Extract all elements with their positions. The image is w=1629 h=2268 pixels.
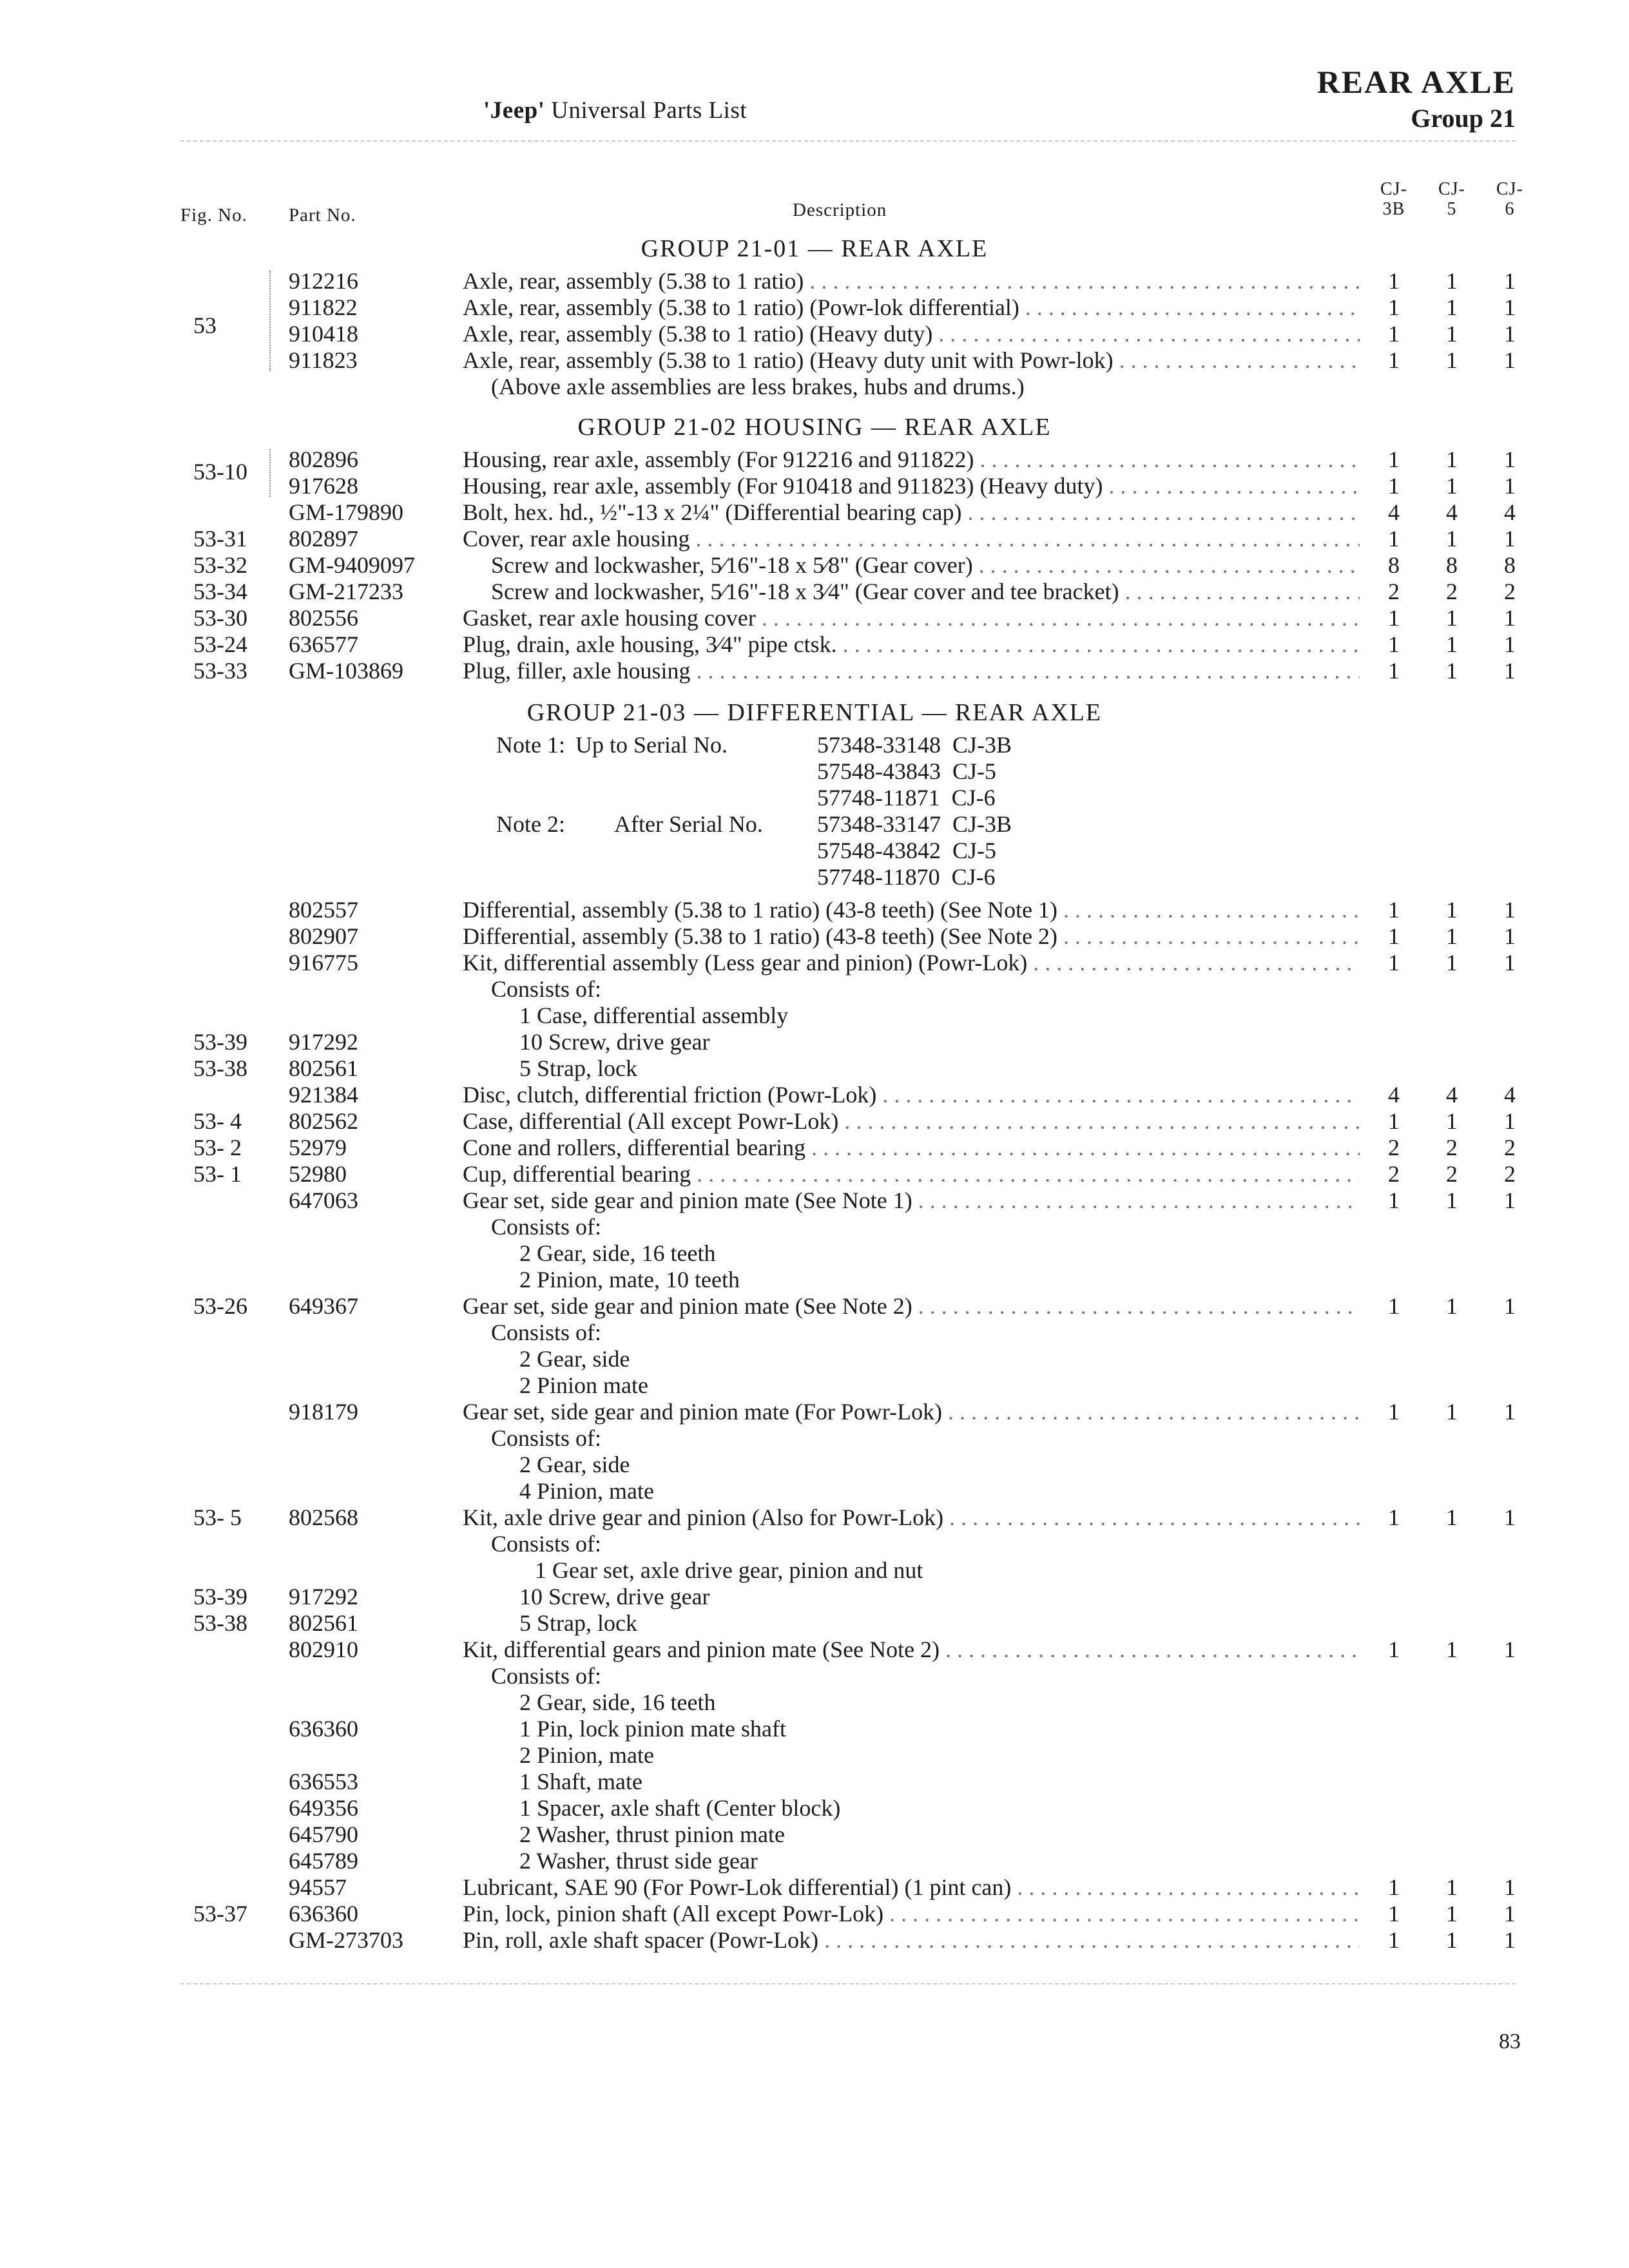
quantity-cj5: 1 — [1446, 1504, 1458, 1530]
table-row — [0, 1372, 1629, 1399]
table-row — [0, 1161, 1629, 1187]
quantity-cj6: 4 — [1504, 1082, 1516, 1108]
table-row — [0, 658, 1629, 684]
fig-number: 53-39 — [193, 1029, 247, 1055]
part-description: Axle, rear, assembly (5.38 to 1 ratio) . . . — [463, 268, 1360, 294]
note-row — [0, 811, 1629, 838]
quantity-cj6: 1 — [1504, 950, 1516, 975]
part-number: 802896 — [289, 447, 358, 472]
part-description: Pin, roll, axle shaft spacer (Powr-Lok) . . . — [463, 1927, 1360, 1954]
part-description: 2 Gear, side, 16 teeth — [519, 1240, 716, 1266]
part-description: Screw and lockwasher, 5⁄16"-18 x 3⁄4" (Gear cover and tee bracket) . . . — [463, 579, 1360, 605]
quantity-cj3b: 1 — [1388, 1108, 1400, 1134]
row-bracket — [269, 271, 271, 371]
part-description: 2 Pinion, mate, 10 teeth — [519, 1267, 740, 1293]
quantity-cj6: 1 — [1504, 605, 1516, 631]
quantity-cj6: 1 — [1504, 923, 1516, 949]
part-description: Kit, axle drive gear and pinion (Also for Powr-Lok) . . . — [463, 1504, 1360, 1531]
part-description: (Above axle assemblies are less brakes, hubs and drums.) — [491, 374, 1025, 399]
part-description: Lubricant, SAE 90 (For Powr-Lok differential) (1 pint can) . . . — [463, 1874, 1360, 1901]
part-description: 2 Gear, side — [519, 1346, 630, 1372]
table-row — [0, 631, 1629, 658]
table-row — [0, 1187, 1629, 1214]
table-row — [0, 1003, 1629, 1029]
table-row — [0, 526, 1629, 552]
part-description: Differential, assembly (5.38 to 1 ratio) (43-8 teeth) (See Note 2) . . . — [463, 923, 1360, 950]
part-number: 917292 — [289, 1584, 358, 1610]
table-row — [0, 1320, 1629, 1346]
quantity-cj5: 1 — [1446, 897, 1458, 923]
part-description: 5 Strap, lock — [519, 1610, 637, 1636]
part-description: Differential, assembly (5.38 to 1 ratio) (43-8 teeth) (See Note 1) . . . — [463, 897, 1360, 923]
table-row — [0, 1874, 1629, 1901]
table-row — [0, 1055, 1629, 1082]
model-column-header-cj5: CJ- 5 — [1438, 179, 1465, 219]
part-column-header: Part No. — [289, 205, 356, 226]
part-description: Cone and rollers, differential bearing . . . — [463, 1135, 1360, 1161]
note-row — [0, 758, 1629, 785]
part-description: Gear set, side gear and pinion mate (See Note 2) . . . — [463, 1293, 1360, 1320]
part-number: GM-9409097 — [289, 552, 415, 578]
quantity-cj6: 1 — [1504, 1187, 1516, 1213]
part-number: 912216 — [289, 268, 358, 294]
quantity-cj5: 1 — [1446, 294, 1458, 320]
table-row — [0, 1742, 1629, 1769]
quantity-cj6: 1 — [1504, 473, 1516, 499]
quantity-cj3b: 1 — [1388, 447, 1400, 472]
part-number: 645790 — [289, 1821, 358, 1847]
group-title: GROUP 21-01 — REAR AXLE — [641, 235, 988, 262]
part-number: 802897 — [289, 526, 358, 552]
quantity-cj3b: 2 — [1388, 1135, 1400, 1160]
quantity-cj6: 1 — [1504, 1504, 1516, 1530]
quantity-cj3b: 1 — [1388, 321, 1400, 347]
note-serial: 57348-33147 CJ-3B — [817, 811, 1012, 837]
table-row — [0, 1927, 1629, 1954]
table-row — [0, 1108, 1629, 1135]
note-row — [0, 864, 1629, 890]
quantity-cj3b: 1 — [1388, 526, 1400, 552]
quantity-cj3b: 1 — [1388, 294, 1400, 320]
table-row — [0, 1848, 1629, 1874]
part-number: 802907 — [289, 923, 358, 949]
note-serial: 57748-11870 CJ-6 — [817, 864, 996, 890]
fig-number: 53-38 — [193, 1055, 247, 1081]
part-description: Gasket, rear axle housing cover . . . — [463, 605, 1360, 631]
part-description: Kit, differential gears and pinion mate (See Note 2) . . . — [463, 1637, 1360, 1663]
quantity-cj6: 2 — [1504, 1161, 1516, 1187]
quantity-cj3b: 1 — [1388, 605, 1400, 631]
fig-number: 53-33 — [193, 658, 247, 684]
part-description: Disc, clutch, differential friction (Powr-Lok) . . . — [463, 1082, 1360, 1108]
quantity-cj6: 2 — [1504, 579, 1516, 604]
quantity-cj3b: 1 — [1388, 897, 1400, 923]
quantity-cj5: 1 — [1446, 605, 1458, 631]
part-description: Axle, rear, assembly (5.38 to 1 ratio) (Heavy duty unit with Powr-lok) . . . — [463, 347, 1360, 374]
quantity-cj5: 1 — [1446, 1108, 1458, 1134]
table-row — [0, 923, 1629, 950]
quantity-cj6: 1 — [1504, 658, 1516, 684]
table-row — [0, 1135, 1629, 1161]
part-description: Gear set, side gear and pinion mate (See Note 1) . . . — [463, 1187, 1360, 1214]
part-number: 52980 — [289, 1161, 347, 1187]
part-number: GM-103869 — [289, 658, 403, 684]
note-row — [0, 838, 1629, 864]
part-number: 802562 — [289, 1108, 358, 1134]
quantity-cj5: 1 — [1446, 1399, 1458, 1425]
quantity-cj6: 4 — [1504, 499, 1516, 525]
part-description: Bolt, hex. hd., ½"-13 x 2¼" (Differential bearing cap) . . . — [463, 499, 1360, 526]
part-description: 1 Gear set, axle drive gear, pinion and nut — [535, 1557, 923, 1583]
quantity-cj3b: 1 — [1388, 268, 1400, 294]
part-description: Consists of: — [491, 1531, 602, 1557]
part-description: Case, differential (All except Powr-Lok) . . . — [463, 1108, 1360, 1135]
quantity-cj6: 1 — [1504, 1927, 1516, 1953]
quantity-cj6: 1 — [1504, 321, 1516, 347]
quantity-cj5: 1 — [1446, 658, 1458, 684]
fig-number: 53-34 — [193, 579, 247, 604]
part-description: 10 Screw, drive gear — [519, 1584, 710, 1610]
quantity-cj5: 1 — [1446, 347, 1458, 373]
part-description: 10 Screw, drive gear — [519, 1029, 710, 1055]
quantity-cj6: 1 — [1504, 294, 1516, 320]
part-description: 1 Spacer, axle shaft (Center block) — [519, 1795, 841, 1821]
table-row — [0, 1901, 1629, 1927]
part-number: 636577 — [289, 631, 358, 657]
table-row — [0, 1663, 1629, 1689]
quantity-cj5: 8 — [1446, 552, 1458, 578]
part-number: 802557 — [289, 897, 358, 923]
part-number: 645789 — [289, 1848, 358, 1874]
quantity-cj3b: 1 — [1388, 1293, 1400, 1319]
part-number: 911822 — [289, 294, 358, 320]
table-row — [0, 499, 1629, 526]
part-description: 2 Gear, side — [519, 1452, 630, 1477]
table-row — [0, 1029, 1629, 1055]
table-row — [0, 1821, 1629, 1848]
document-title — [483, 97, 747, 124]
group-title: GROUP 21-03 — DIFFERENTIAL — REAR AXLE — [526, 699, 1103, 726]
quantity-cj3b: 2 — [1388, 1161, 1400, 1187]
quantity-cj5: 1 — [1446, 473, 1458, 499]
row-bracket — [269, 449, 271, 497]
quantity-cj5: 1 — [1446, 1927, 1458, 1953]
part-description: 4 Pinion, mate — [519, 1478, 654, 1504]
quantity-cj6: 1 — [1504, 1874, 1516, 1900]
quantity-cj5: 1 — [1446, 268, 1458, 294]
table-row — [0, 268, 1629, 294]
group-title: GROUP 21-02 HOUSING — REAR AXLE — [577, 414, 1052, 441]
table-row — [0, 1689, 1629, 1716]
table-row — [0, 1637, 1629, 1663]
model-column-header-cj6: CJ- 6 — [1496, 179, 1523, 219]
fig-number: 53-39 — [193, 1584, 247, 1610]
part-number: 636360 — [289, 1901, 358, 1927]
table-row — [0, 1716, 1629, 1742]
quantity-cj6: 1 — [1504, 526, 1516, 552]
quantity-cj3b: 2 — [1388, 579, 1400, 604]
table-row — [0, 1584, 1629, 1610]
part-description: Housing, rear axle, assembly (For 910418 and 911823) (Heavy duty) . . . — [463, 473, 1360, 499]
part-number: 917292 — [289, 1029, 358, 1055]
quantity-cj5: 1 — [1446, 1874, 1458, 1900]
note-row — [0, 732, 1629, 758]
table-row — [0, 1610, 1629, 1637]
fig-number: 53- 4 — [193, 1108, 242, 1134]
part-description: Axle, rear, assembly (5.38 to 1 ratio) (Powr-lok differential) . . . — [463, 294, 1360, 321]
part-description: Gear set, side gear and pinion mate (For Powr-Lok) . . . — [463, 1399, 1360, 1425]
part-description: Consists of: — [491, 1663, 602, 1689]
part-number: 802561 — [289, 1610, 358, 1636]
table-row — [0, 1214, 1629, 1240]
quantity-cj3b: 1 — [1388, 347, 1400, 373]
part-number: 918179 — [289, 1399, 358, 1425]
brand-name: 'Jeep' — [483, 97, 545, 124]
part-description: 1 Shaft, mate — [519, 1769, 642, 1794]
table-row — [0, 347, 1629, 374]
table-row — [0, 579, 1629, 605]
part-number: 910418 — [289, 321, 358, 347]
table-row — [0, 1452, 1629, 1478]
quantity-cj6: 1 — [1504, 347, 1516, 373]
quantity-cj3b: 1 — [1388, 631, 1400, 657]
fig-number: 53-38 — [193, 1610, 247, 1636]
fig-number: 53-26 — [193, 1293, 247, 1319]
quantity-cj6: 2 — [1504, 1135, 1516, 1160]
quantity-cj5: 2 — [1446, 1135, 1458, 1160]
part-description: Consists of: — [491, 976, 602, 1002]
note-text: Up to Serial No. — [575, 732, 728, 758]
part-description: 2 Pinion, mate — [519, 1742, 654, 1768]
table-row — [0, 1425, 1629, 1452]
quantity-cj5: 1 — [1446, 1187, 1458, 1213]
quantity-cj3b: 4 — [1388, 499, 1400, 525]
fig-number: 53-32 — [193, 552, 247, 578]
quantity-cj5: 1 — [1446, 1901, 1458, 1927]
quantity-cj6: 1 — [1504, 1901, 1516, 1927]
part-description: 5 Strap, lock — [519, 1055, 637, 1081]
table-row — [0, 1240, 1629, 1267]
table-row — [0, 976, 1629, 1003]
part-number: 649367 — [289, 1293, 358, 1319]
table-row — [0, 294, 1629, 321]
quantity-cj3b: 1 — [1388, 1901, 1400, 1927]
part-description: Pin, lock, pinion shaft (All except Powr-Lok) . . . — [463, 1901, 1360, 1927]
part-description: Cup, differential bearing . . . — [463, 1161, 1360, 1187]
fig-number: 53- 2 — [193, 1135, 242, 1160]
quantity-cj5: 1 — [1446, 1637, 1458, 1662]
model-column-header-cj3b: CJ- 3B — [1380, 179, 1407, 219]
quantity-cj5: 1 — [1446, 321, 1458, 347]
quantity-cj6: 1 — [1504, 268, 1516, 294]
part-description: 1 Pin, lock pinion mate shaft — [519, 1716, 786, 1742]
quantity-cj6: 1 — [1504, 1399, 1516, 1425]
part-description: Cover, rear axle housing . . . — [463, 526, 1360, 552]
part-description: Consists of: — [491, 1425, 602, 1451]
note-label: Note 2: — [496, 811, 565, 837]
note-text: After Serial No. — [614, 811, 763, 837]
quantity-cj6: 1 — [1504, 1637, 1516, 1662]
table-row — [0, 552, 1629, 579]
fig-number: 53-24 — [193, 631, 247, 657]
quantity-cj6: 1 — [1504, 1293, 1516, 1319]
quantity-cj5: 2 — [1446, 579, 1458, 604]
part-description: Plug, filler, axle housing . . . — [463, 658, 1360, 684]
quantity-cj5: 4 — [1446, 1082, 1458, 1108]
page-number: 83 — [1499, 2030, 1521, 2053]
part-description: 2 Gear, side, 16 teeth — [519, 1689, 716, 1715]
part-number: 636553 — [289, 1769, 358, 1794]
part-description: Axle, rear, assembly (5.38 to 1 ratio) (Heavy duty) . . . — [463, 321, 1360, 347]
quantity-cj3b: 1 — [1388, 473, 1400, 499]
quantity-cj5: 1 — [1446, 526, 1458, 552]
quantity-cj3b: 8 — [1388, 552, 1400, 578]
table-row — [0, 897, 1629, 923]
part-number: 916775 — [289, 950, 358, 975]
table-row — [0, 1531, 1629, 1557]
fig-number: 53- 1 — [193, 1161, 242, 1187]
part-number: 649356 — [289, 1795, 358, 1821]
quantity-cj3b: 1 — [1388, 923, 1400, 949]
part-number: 94557 — [289, 1874, 347, 1900]
table-row — [0, 1293, 1629, 1320]
part-number: GM-273703 — [289, 1927, 403, 1953]
part-number: 911823 — [289, 347, 358, 373]
part-number: 647063 — [289, 1187, 358, 1213]
quantity-cj5: 1 — [1446, 950, 1458, 975]
note-row — [0, 785, 1629, 811]
quantity-cj6: 1 — [1504, 897, 1516, 923]
quantity-cj5: 1 — [1446, 923, 1458, 949]
section-name: REAR AXLE — [1316, 64, 1516, 100]
part-number: 802556 — [289, 605, 358, 631]
table-row — [0, 1769, 1629, 1795]
part-description: 1 Case, differential assembly — [519, 1003, 789, 1028]
note-serial: 57348-33148 CJ-3B — [817, 732, 1012, 758]
table-row — [0, 1557, 1629, 1584]
part-number: 921384 — [289, 1082, 358, 1108]
part-number: 802561 — [289, 1055, 358, 1081]
quantity-cj6: 8 — [1504, 552, 1516, 578]
quantity-cj3b: 1 — [1388, 658, 1400, 684]
quantity-cj6: 1 — [1504, 631, 1516, 657]
fig-number: 53-31 — [193, 526, 247, 552]
quantity-cj5: 1 — [1446, 1293, 1458, 1319]
quantity-cj3b: 1 — [1388, 1504, 1400, 1530]
quantity-cj3b: 1 — [1388, 950, 1400, 975]
part-description: Kit, differential assembly (Less gear and pinion) (Powr-Lok) . . . — [463, 950, 1360, 976]
part-number: 917628 — [289, 473, 358, 499]
part-description: 2 Washer, thrust pinion mate — [519, 1821, 785, 1847]
part-number: GM-217233 — [289, 579, 403, 604]
table-row — [0, 374, 1629, 400]
quantity-cj5: 1 — [1446, 631, 1458, 657]
table-row — [0, 1346, 1629, 1372]
fig-number-span: 53-10 — [193, 459, 247, 485]
header-rule — [180, 140, 1516, 142]
list-title: Universal Parts List — [551, 97, 747, 124]
section-header — [1317, 63, 1516, 133]
quantity-cj3b: 1 — [1388, 1874, 1400, 1900]
part-description: 2 Pinion mate — [519, 1372, 648, 1398]
fig-number: 53-37 — [193, 1901, 247, 1927]
table-row — [0, 1478, 1629, 1504]
quantity-cj6: 1 — [1504, 447, 1516, 472]
fig-number: 53- 5 — [193, 1504, 242, 1530]
part-description: Consists of: — [491, 1214, 602, 1240]
description-column-header: Description — [793, 200, 887, 220]
table-row — [0, 1082, 1629, 1108]
table-row — [0, 1795, 1629, 1821]
table-row — [0, 1267, 1629, 1293]
part-number: 52979 — [289, 1135, 347, 1160]
quantity-cj5: 4 — [1446, 499, 1458, 525]
quantity-cj3b: 1 — [1388, 1927, 1400, 1953]
table-row — [0, 1504, 1629, 1531]
quantity-cj3b: 1 — [1388, 1187, 1400, 1213]
fig-number: 53-30 — [193, 605, 247, 631]
table-row — [0, 321, 1629, 347]
note-label: Note 1: — [496, 732, 565, 758]
group-name: Group 21 — [1411, 104, 1516, 133]
table-row — [0, 1399, 1629, 1425]
part-number: 636360 — [289, 1716, 358, 1742]
table-row — [0, 605, 1629, 631]
quantity-cj5: 2 — [1446, 1161, 1458, 1187]
part-description: Plug, drain, axle housing, 3⁄4" pipe ctsk. . . . — [463, 631, 1360, 658]
fig-column-header: Fig. No. — [180, 205, 247, 226]
table-row — [0, 950, 1629, 976]
part-description: Consists of: — [491, 1320, 602, 1345]
quantity-cj5: 1 — [1446, 447, 1458, 472]
quantity-cj3b: 1 — [1388, 1637, 1400, 1662]
quantity-cj6: 1 — [1504, 1108, 1516, 1134]
note-serial: 57548-43842 CJ-5 — [817, 838, 996, 863]
note-serial: 57748-11871 CJ-6 — [817, 785, 996, 811]
part-number: 802568 — [289, 1504, 358, 1530]
quantity-cj3b: 4 — [1388, 1082, 1400, 1108]
quantity-cj3b: 1 — [1388, 1399, 1400, 1425]
part-number: GM-179890 — [289, 499, 403, 525]
note-serial: 57548-43843 CJ-5 — [817, 758, 996, 784]
part-description: 2 Washer, thrust side gear — [519, 1848, 758, 1874]
footer-rule — [180, 1983, 1516, 1984]
part-number: 802910 — [289, 1637, 358, 1662]
part-description: Screw and lockwasher, 5⁄16"-18 x 5⁄8" (Gear cover) . . . — [463, 552, 1360, 579]
fig-number-span: 53 — [193, 312, 217, 338]
part-description: Housing, rear axle, assembly (For 912216 and 911822) . . . — [463, 447, 1360, 473]
